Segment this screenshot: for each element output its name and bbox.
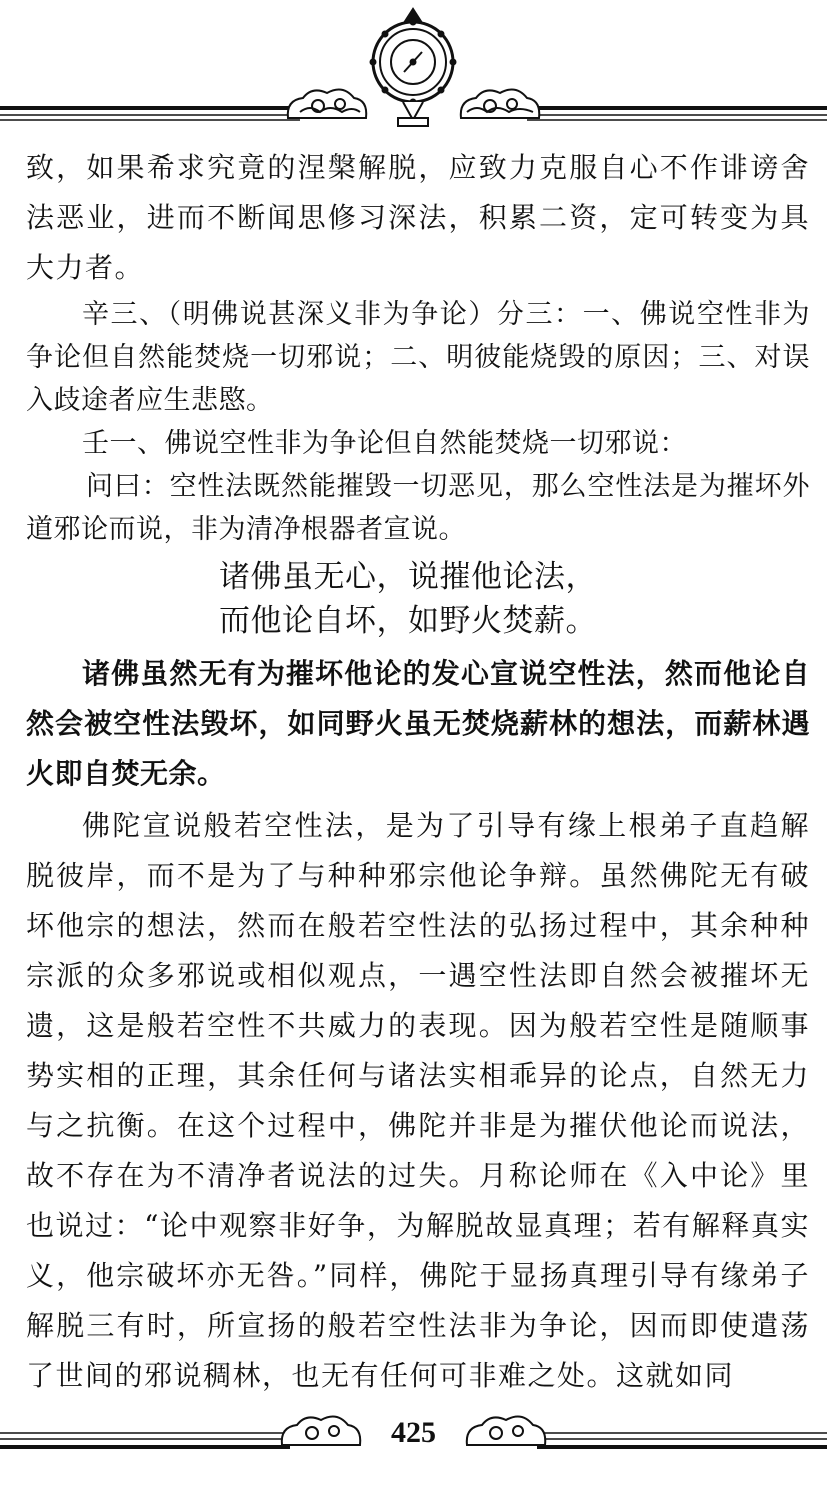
explanation-paragraph: 佛陀宣说般若空性法，是为了引导有缘上根弟子直趋解脱彼岸，而不是为了与种种邪宗他论争辩。虽然佛陀无有破坏他宗的想法，然而在般若空性法的弘扬过程中，其余种种宗派的众多邪说或相似观点，一遇空性法即自然会被摧坏无遗，这是般若空性不共威力的表现。因为般若空性是随顺事势实相的正理，其余任何与诸法实相乖异的论点，自然无力与之抗衡。在这个过程中，佛陀并非是为摧伏他论而说法，故不存在为不清净者说法的过失。月称论师在《入中论》里也说过：“论中观察非好争，为解脱故显真理；若有解释真实义，他宗破坏亦无咎。”同样，佛陀于显扬真理引导有缘弟子解脱三有时，所宣扬的般若空性法非为争论，因而即使遣荡了世间的邪说稠林，也无有任何可非难之处。这就如同	[26, 809, 810, 1392]
cloud-right-icon	[461, 89, 539, 118]
header-rule-left	[0, 108, 300, 120]
header-rule-right	[527, 108, 827, 120]
sub-heading: 壬一、佛说空性非为争论但自然能焚烧一切邪说：	[82, 428, 687, 459]
verse-line: 而他论自坏，如野火焚薪。	[219, 603, 597, 639]
cloud-left-icon	[288, 89, 366, 118]
page-content	[26, 143, 810, 1401]
question-paragraph: 问曰：空性法既然能摧毁一切恶见，那么空性法是为摧坏外道邪论而说，非为清净根器者宣说。	[26, 471, 810, 545]
page-number: 425	[391, 1416, 436, 1449]
verse-line: 诸佛虽无心，说摧他论法，	[219, 559, 597, 595]
commentary-paragraph: 诸佛虽然无有为摧坏他论的发心宣说空性法，然而他论自然会被空性法毁坏，如同野火虽无焚烧薪林的想法，而薪林遇火即自焚无余。	[26, 657, 810, 790]
header-ornament	[0, 0, 827, 140]
dharma-wheel-emblem-icon	[370, 8, 456, 126]
verse-block	[26, 555, 810, 643]
continuation-paragraph: 致，如果希求究竟的涅槃解脱，应致力克服自心不作诽谤舍法恶业，进而不断闻思修习深法，积累二资，定可转变为具大力者。	[26, 151, 810, 284]
section-heading: 辛三、（明佛说甚深义非为争论）分三：一、佛说空性非为争论但自然能焚烧一切邪说；二、明彼能烧毁的原因；三、对误入歧途者应生悲愍。	[26, 299, 810, 416]
